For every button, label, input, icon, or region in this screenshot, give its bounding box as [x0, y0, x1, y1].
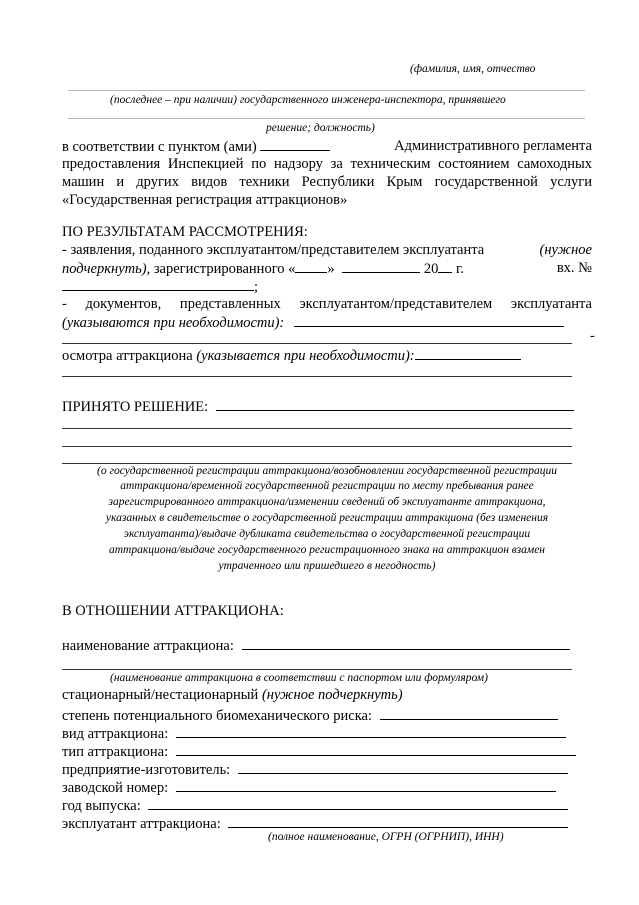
operator-field[interactable]: [228, 814, 568, 828]
position-line: [68, 118, 585, 119]
quote-close: »: [327, 261, 335, 277]
kind-row: [62, 724, 566, 743]
year-suffix: г.: [456, 261, 464, 277]
inspection-field[interactable]: [415, 346, 521, 360]
clause-number-field[interactable]: [260, 137, 330, 151]
decision-caption-line: указанных в свидетельстве о государственной регистрации аттракциона (без изменения: [105, 512, 549, 524]
attraction-name-field[interactable]: [242, 636, 570, 650]
decision-caption-line: зарегистрированного аттракциона/изменении сведений об эксплуатанте аттракциона,: [108, 496, 546, 508]
incoming-number-label: вх. №: [556, 260, 592, 276]
application-italic-2: подчеркнуть): [62, 261, 147, 277]
decision-field[interactable]: [216, 397, 574, 411]
year-prefix: 20: [423, 261, 439, 277]
decision-caption-line: утраченного или пришедшего в негодность): [218, 560, 436, 572]
intro-line-3: машин и других видов техники Республики Крым государственной услуги: [62, 174, 592, 190]
decision-caption-line: аттракциона/выдаче государственного регистрационного знака на аттракцион взамен: [108, 544, 546, 556]
type-label: тип аттракциона:: [62, 744, 169, 760]
intro-text-a: в соответствии с пунктом (ами): [62, 139, 257, 155]
type-row: [62, 742, 576, 761]
application-text: - заявления, поданного эксплуатантом/представителем эксплуатанта: [62, 242, 485, 258]
decision-caption-line: (о государственной регистрации аттракциона/возобновлении государственной регистрации: [97, 465, 557, 477]
stationary-row: [62, 686, 403, 704]
application-line-1: [62, 241, 592, 259]
caption-fio-3: решение; должность): [266, 122, 375, 134]
serial-row: [62, 778, 556, 797]
risk-row: [62, 706, 558, 725]
serial-field[interactable]: [176, 778, 556, 792]
inspection-line: [62, 346, 521, 365]
semicolon: ;: [254, 279, 259, 295]
application-italic: (нужное: [539, 242, 592, 258]
decision-line-3[interactable]: [62, 446, 572, 447]
inspection-label: осмотра аттракциона: [62, 348, 193, 364]
attraction-name-label: наименование аттракциона:: [62, 638, 234, 654]
maker-label: предприятие-изготовитель:: [62, 762, 231, 778]
operator-caption: (полное наименование, ОГРН (ОГРНИП), ИНН): [268, 831, 504, 843]
kind-label: вид аттракциона:: [62, 726, 169, 742]
caption-fio-2: (последнее – при наличии) государственного инженера-инспектора, принявшего: [110, 94, 506, 106]
intro-line-4: «Государственная регистрация аттракционов»: [62, 192, 348, 208]
maker-row: [62, 760, 568, 779]
day-field[interactable]: [295, 259, 327, 273]
decision-heading: [62, 397, 574, 416]
intro-text-b: Административного регламента: [394, 138, 592, 154]
decision-caption: [62, 464, 592, 574]
documents-line-1: - документов, представленных эксплуатантом/представителем эксплуатанта: [62, 296, 592, 312]
caption-fio: (фамилия, имя, отчество: [410, 63, 536, 75]
documents-line-2: [62, 313, 564, 332]
documents-field[interactable]: [294, 313, 564, 327]
decision-line-2[interactable]: [62, 428, 572, 429]
registered-text: , зарегистрированного «: [146, 261, 296, 277]
application-line-2: [62, 259, 592, 278]
attraction-heading: В ОТНОШЕНИИ АТТРАКЦИОНА:: [62, 603, 284, 619]
year-of-manufacture-field[interactable]: [148, 796, 568, 810]
type-field[interactable]: [176, 742, 576, 756]
operator-label: эксплуатант аттракциона:: [62, 816, 221, 832]
dash-mark: -: [590, 328, 595, 344]
decision-caption-line: эксплуатанта)/выдаче дубликата свидетельства о государственной регистрации: [123, 528, 531, 540]
documents-italic: (указываются при необходимости):: [62, 315, 285, 331]
maker-field[interactable]: [238, 760, 568, 774]
incoming-number-field[interactable]: [62, 277, 254, 291]
month-field[interactable]: [342, 259, 420, 273]
intro-line-2: предоставления Инспекцией по надзору за техническим состоянием самоходных: [62, 156, 592, 172]
year-label: год выпуска:: [62, 798, 141, 814]
fio-line: [68, 90, 585, 91]
inspection-line-2[interactable]: [62, 376, 572, 377]
documents-line-3[interactable]: [62, 343, 572, 344]
review-heading: ПО РЕЗУЛЬТАТАМ РАССМОТРЕНИЯ:: [62, 224, 308, 240]
attraction-name-row: [62, 636, 570, 655]
decision-caption-line: аттракциона/временной государственной регистрации по месту пребывания ранее: [120, 480, 534, 492]
year-field[interactable]: [438, 259, 452, 273]
serial-label: заводской номер:: [62, 780, 169, 796]
stationary-label: стационарный/нестационарный: [62, 687, 259, 703]
kind-field[interactable]: [176, 724, 566, 738]
risk-label: степень потенциального биомеханического риска:: [62, 708, 372, 724]
year-row: [62, 796, 568, 815]
attraction-name-caption: (наименование аттракциона в соответствии с паспортом или формуляром): [110, 672, 488, 684]
stationary-italic: (нужное подчеркнуть): [261, 687, 403, 703]
risk-field[interactable]: [380, 706, 558, 720]
attraction-name-line-2[interactable]: [62, 669, 572, 670]
intro-line-1: [62, 137, 592, 156]
inspection-italic: (указывается при необходимости):: [196, 348, 415, 364]
application-line-3: [62, 277, 258, 296]
decision-label: ПРИНЯТО РЕШЕНИЕ:: [62, 399, 209, 415]
